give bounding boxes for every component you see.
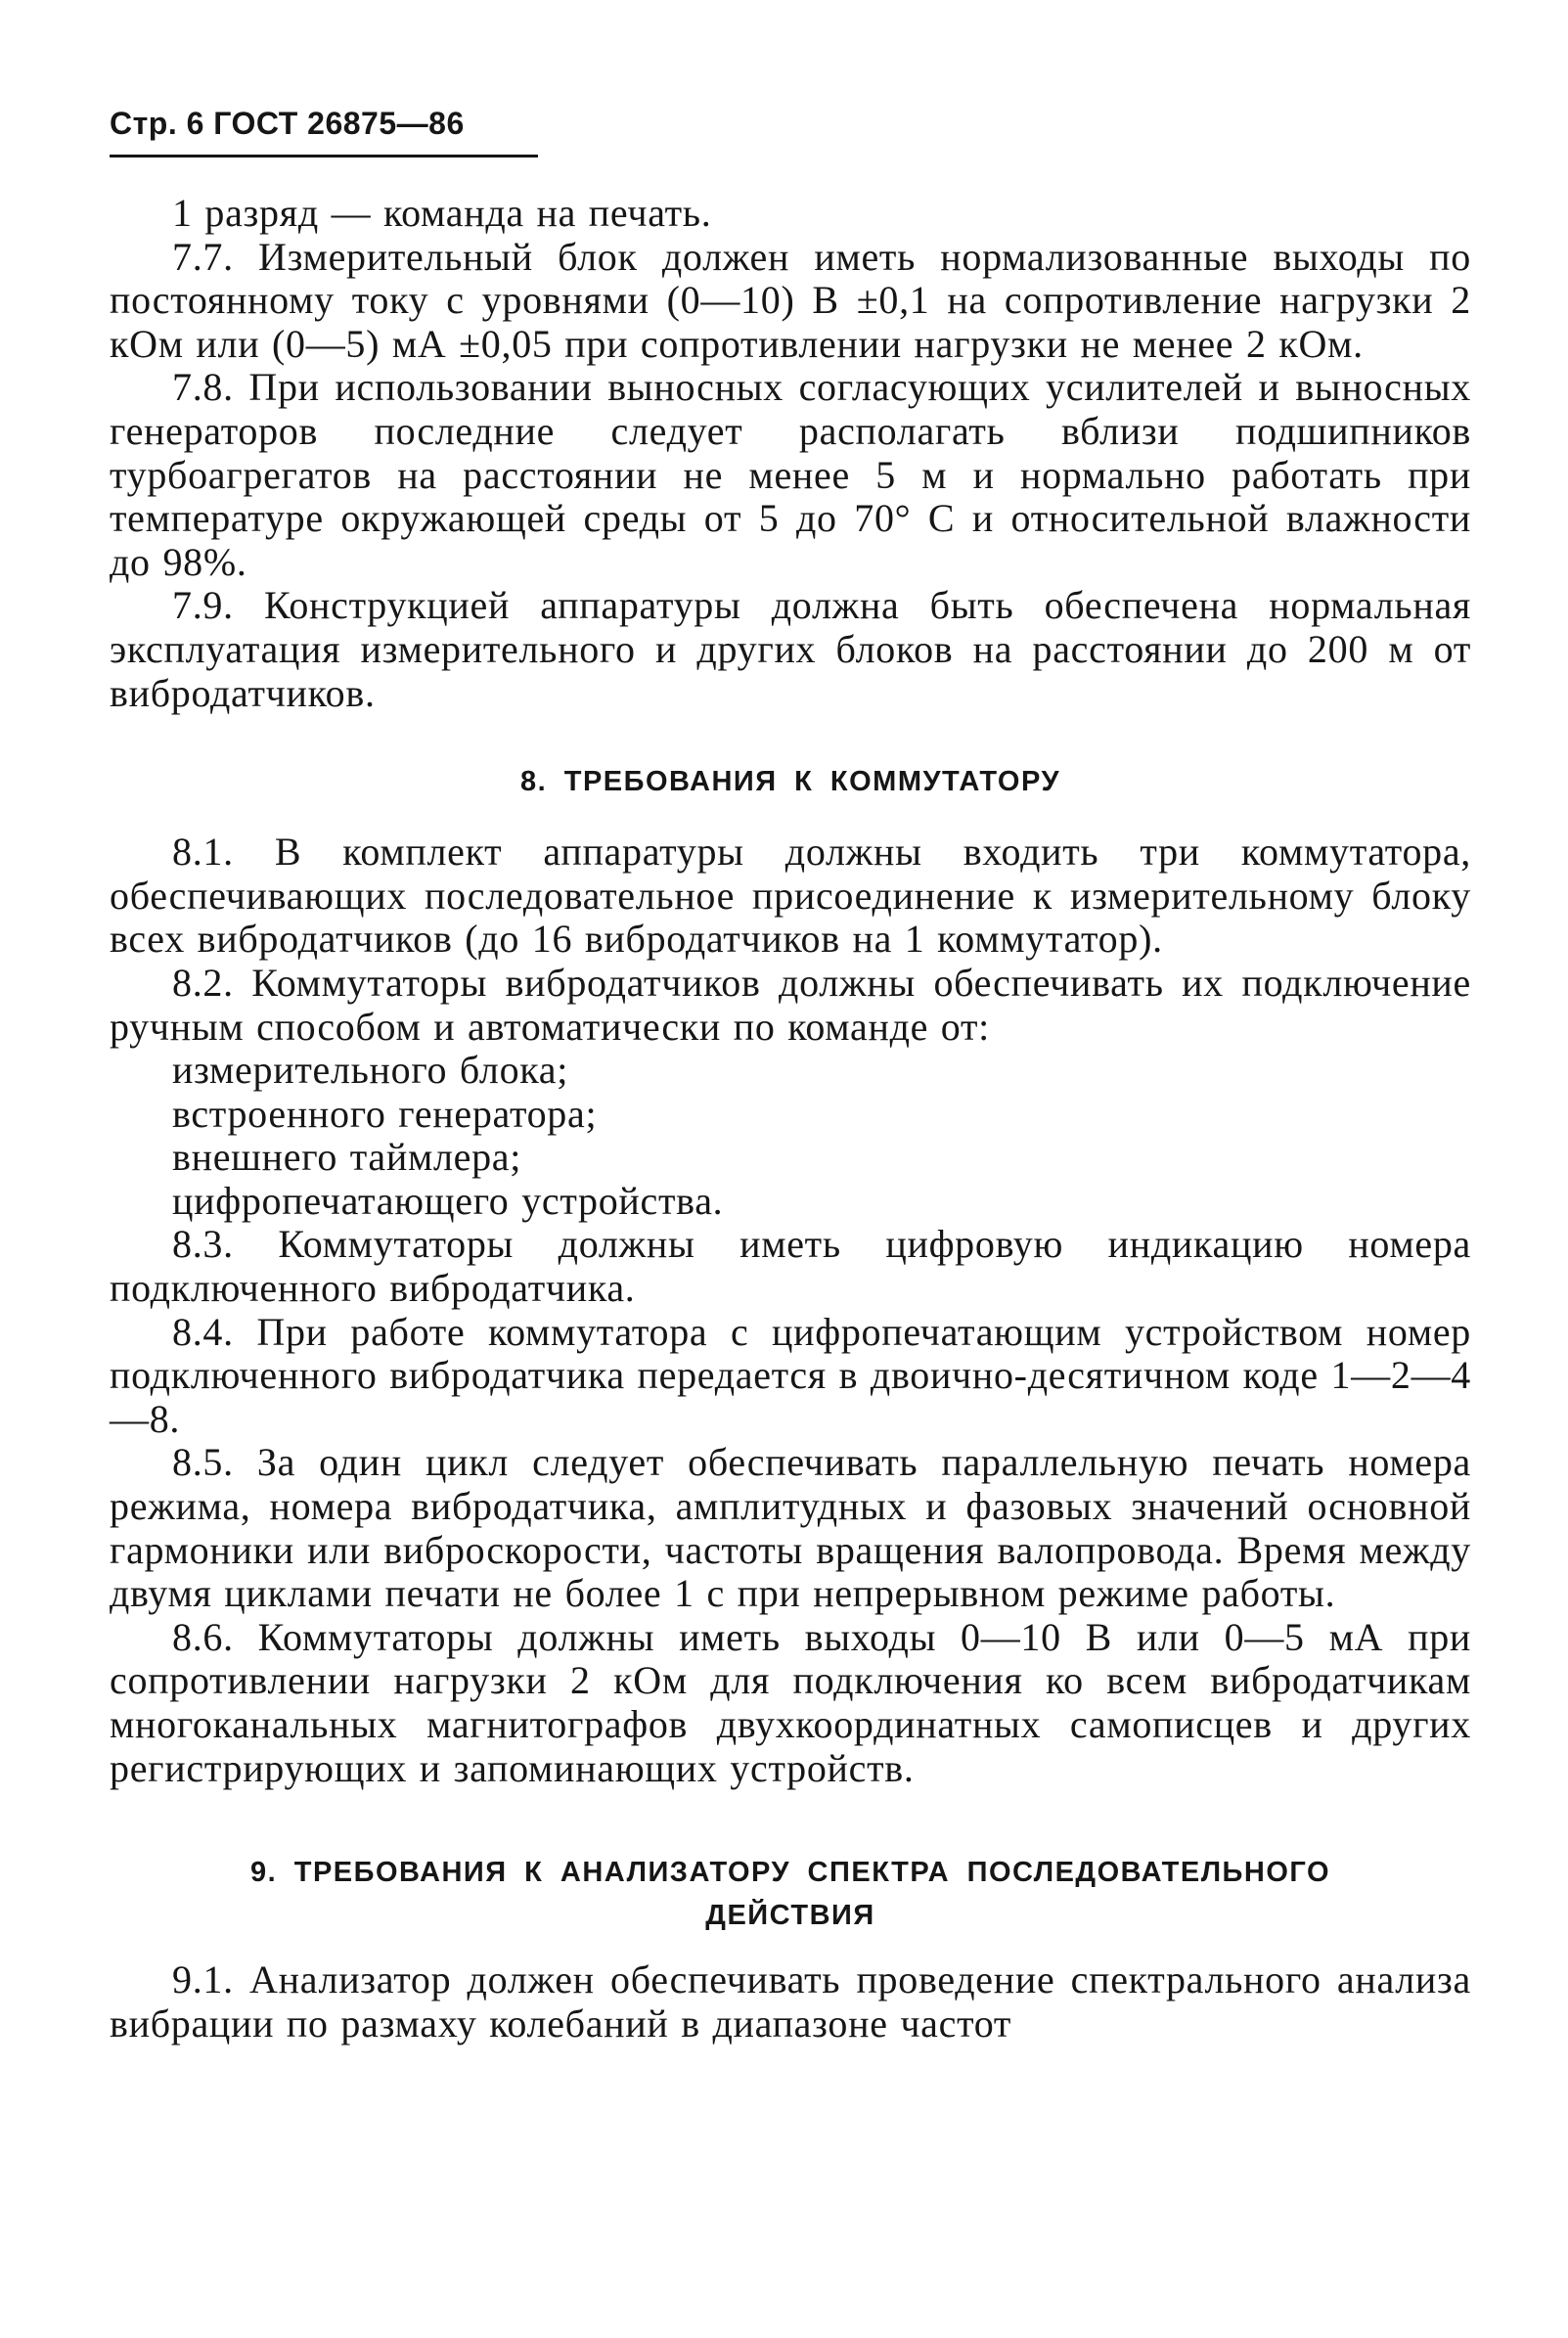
list-item: цифропечатающего устройства.	[172, 1178, 724, 1223]
section-heading-8: 8. ТРЕБОВАНИЯ К КОММУТАТОРУ	[520, 766, 1060, 798]
paragraph-7-8: 7.8. При использовании выносных согласующих усилителей и выносных генераторов последние следует располагать вблизи подшипников турбоагрегатов на расстоянии не менее 5 м и нормально работать при температуре окружающей среды от 5 до 70° С и относительной влажности до 98%.	[110, 365, 1471, 584]
list-item: внешнего таймлера;	[172, 1135, 522, 1180]
paragraph-8-1: 8.1. В комплект аппаратуры должны входить три коммутатора, обеспечивающих последовательное присоединение к измерительному блоку всех вибродатчиков (до 16 вибродатчиков на 1 коммутатор).	[110, 830, 1471, 962]
paragraph-1-razryad: 1 разряд — команда на печать.	[172, 191, 712, 235]
document-body	[110, 192, 1471, 2046]
paragraph-7-9: 7.9. Конструкцией аппаратуры должна быть обеспечена нормальная эксплуатация измерительного и других блоков на расстоянии до 200 м от вибродатчиков.	[110, 583, 1471, 715]
paragraph-8-4: 8.4. При работе коммутатора с цифропечатающим устройством номер подключенного вибродатчика передается в двоично-десятичном коде 1—2—4—8.	[110, 1309, 1471, 1441]
paragraph-8-6: 8.6. Коммутаторы должны иметь выходы 0—10 В или 0—5 мА при сопротивлении нагрузки 2 кОм для подключения ко всем вибродатчикам многоканальных магнитографов двухкоординатных самописцев и других регистрирующих и запоминающих устройств.	[110, 1614, 1471, 1790]
running-head: Стр. 6 ГОСТ 26875—86	[110, 106, 465, 141]
paragraph-8-3: 8.3. Коммутаторы должны иметь цифровую индикацию номера подключенного вибродатчика.	[110, 1222, 1471, 1311]
section-heading-9-line2: ДЕЙСТВИЯ	[705, 1900, 875, 1932]
section-heading-9	[110, 1851, 1471, 1937]
list-item: измерительного блока;	[172, 1048, 569, 1093]
paragraph-8-2: 8.2. Коммутаторы вибродатчиков должны обеспечивать их подключение ручным способом и автоматически по команде от:	[110, 960, 1471, 1049]
section-heading-9-line1: 9. ТРЕБОВАНИЯ К АНАЛИЗАТОРУ СПЕКТРА ПОСЛЕДОВАТЕЛЬНОГО	[249, 1857, 1331, 1889]
list-item: встроенного генератора;	[172, 1091, 598, 1136]
paragraph-7-7: 7.7. Измерительный блок должен иметь нормализованные выходы по постоянному току с уровнями (0—10) В ±0,1 на сопротивление нагрузки 2 кОм или (0—5) мА ±0,05 при сопротивлении нагрузки не менее 2 кОм.	[110, 234, 1471, 366]
paragraph-8-5: 8.5. За один цикл следует обеспечивать параллельную печать номера режима, номера вибродатчика, амплитудных и фазовых значений основной гармоники или виброскорости, частоты вращения валопровода. Время между двумя циклами печати не более 1 с при непрерывном режиме работы.	[110, 1440, 1471, 1616]
paragraph-9-1: 9.1. Анализатор должен обеспечивать проведение спектрального анализа вибрации по размаху колебаний в диапазоне частот	[110, 1957, 1471, 2046]
header-rule	[110, 155, 538, 157]
